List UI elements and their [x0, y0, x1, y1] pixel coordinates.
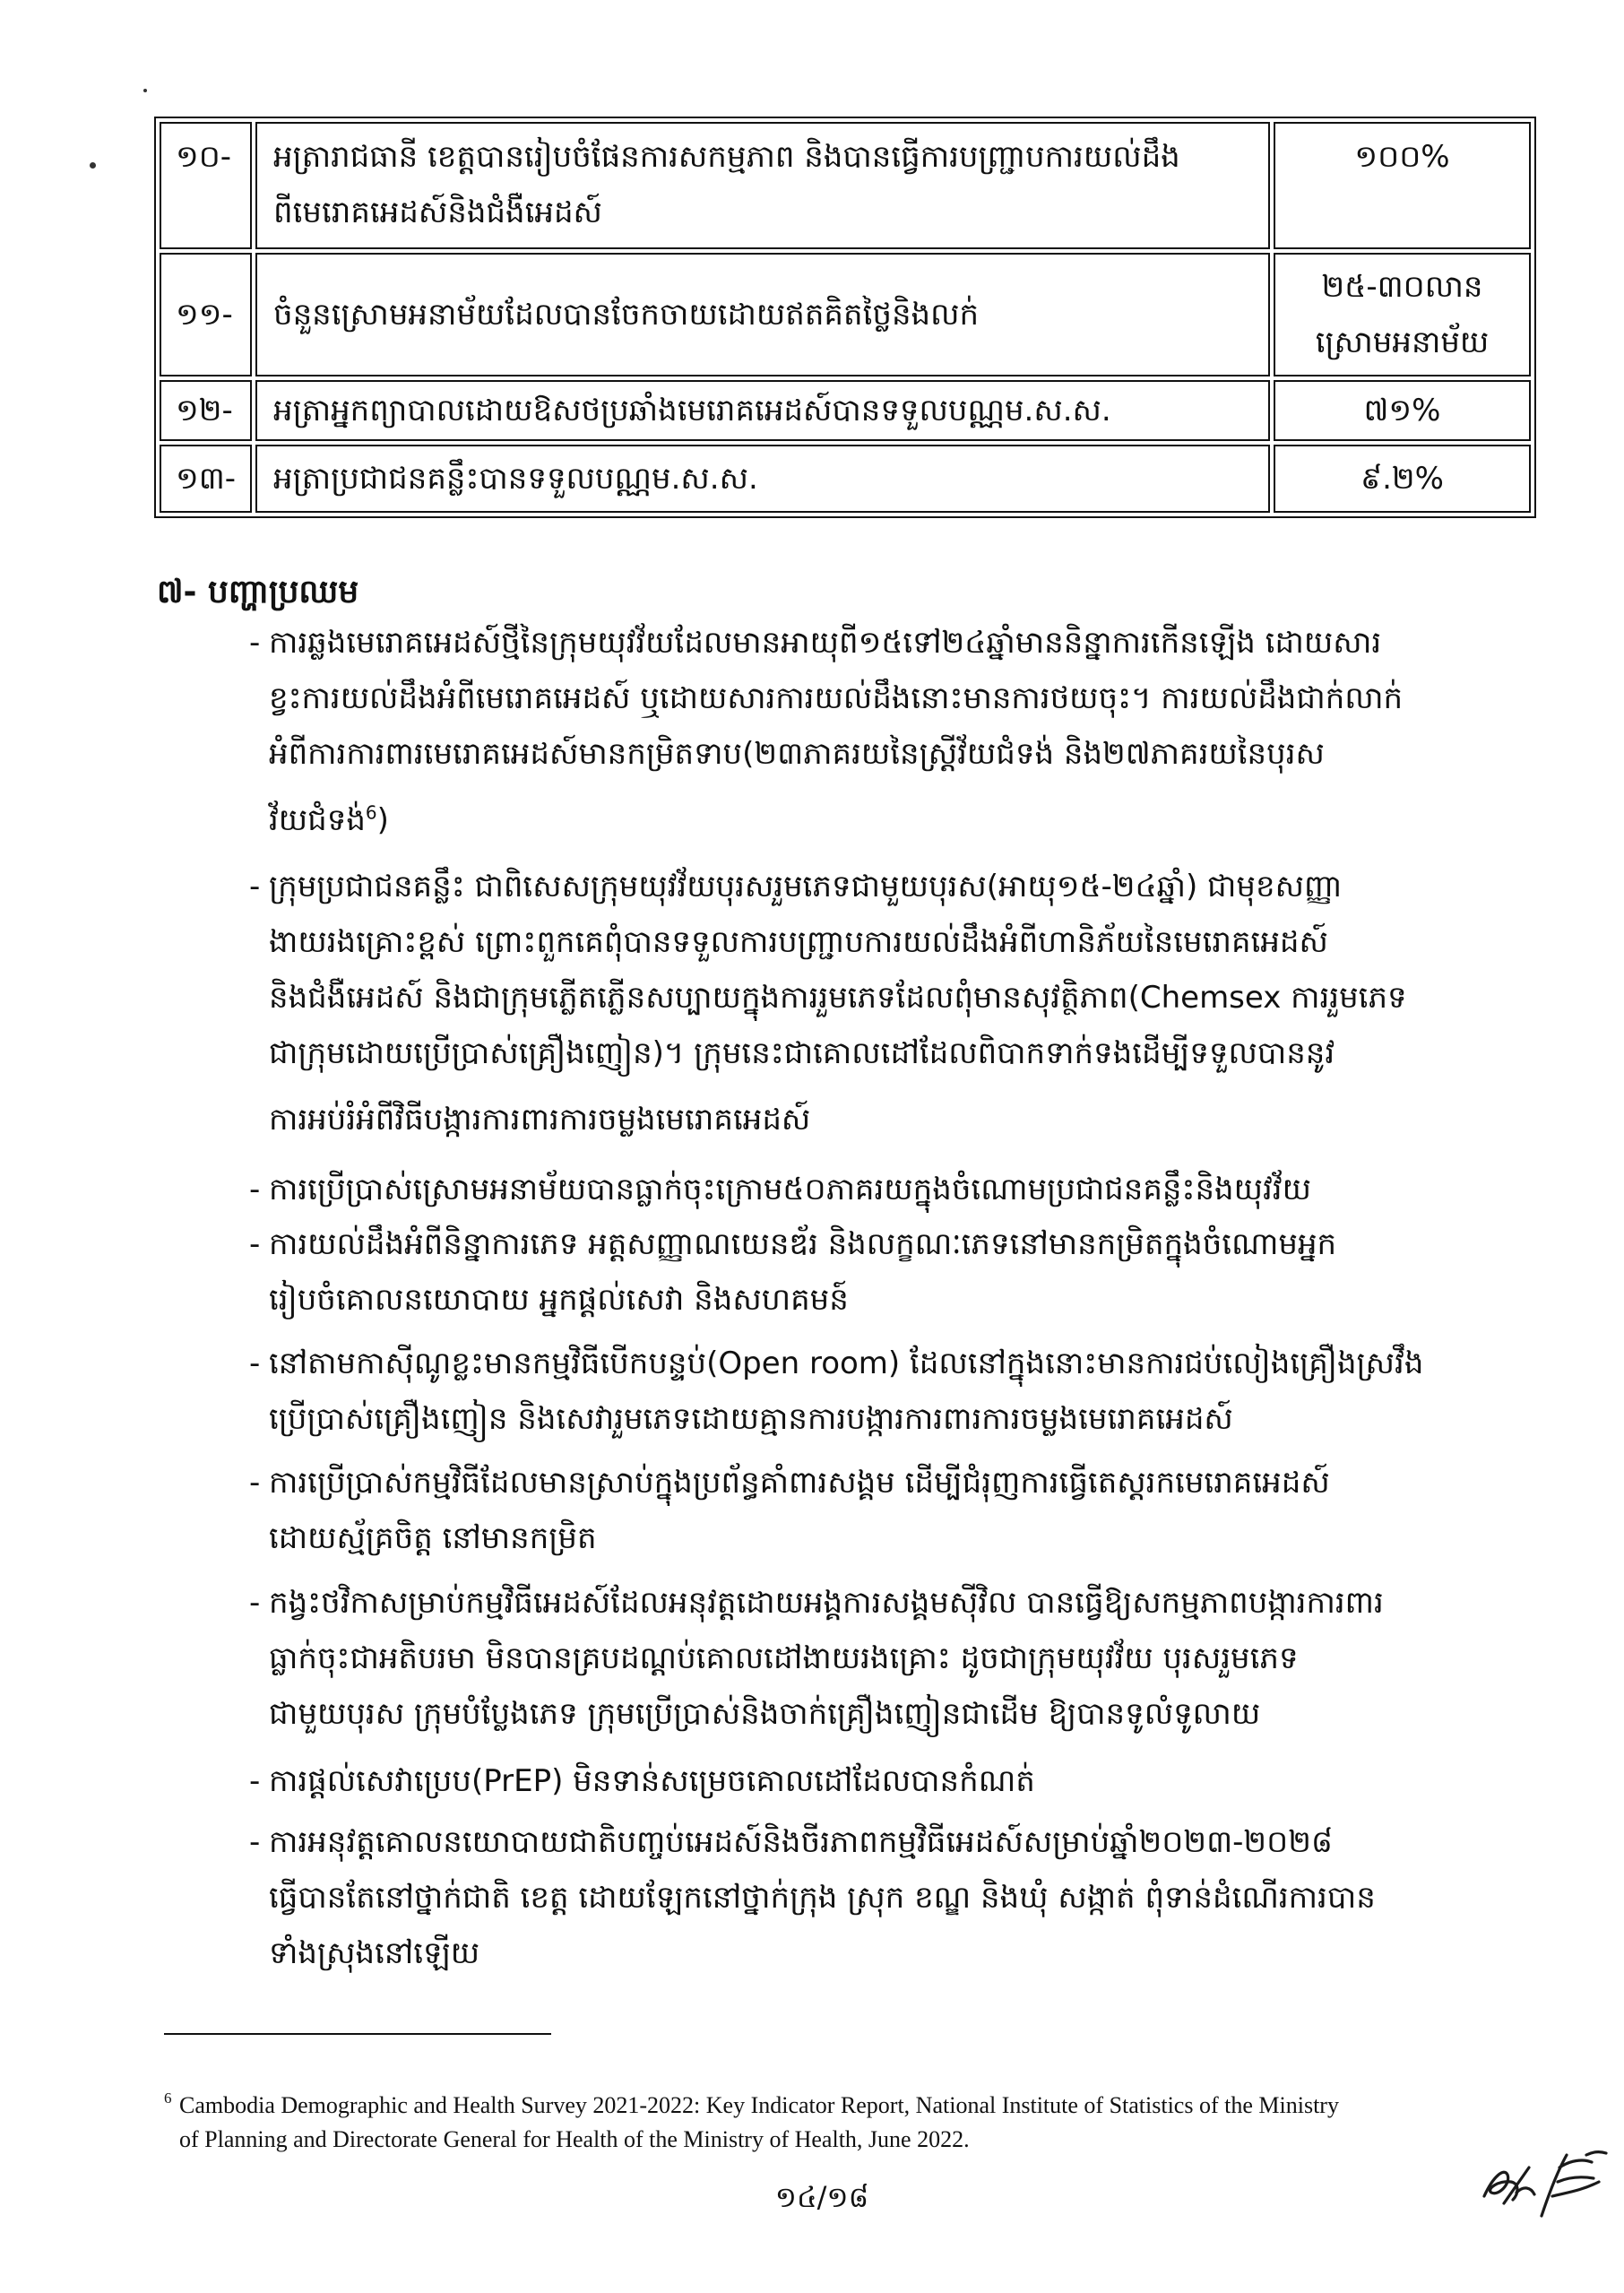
table-row: [160, 445, 1531, 513]
text-line: ការយល់ដឹងអំពីនិន្នាការភេទ អត្តសញ្ញាណយេនឌ័រ និងលក្ខណៈភេទនៅមានកម្រិតក្នុងចំណោមអ្នក: [269, 1226, 1337, 1262]
description-line: ពីមេរោគអេដស៍និងជំងឺអេដស៍: [273, 195, 602, 230]
text-line: រៀបចំគោលនយោបាយ អ្នកផ្តល់សេវា និងសហគមន៍: [269, 1282, 849, 1318]
row-value: [1274, 253, 1531, 376]
list-item: [249, 615, 1513, 848]
row-description: [255, 122, 1270, 249]
bullet-dash: -: [249, 625, 261, 661]
text-line: ការអប់រំអំពីវិធីបង្ការការពារការចម្លងមេរោគអេដស៍: [269, 1102, 811, 1138]
text-line: ការផ្តល់សេវាប្រេប(PrEP) មិនទាន់សម្រេចគោលដៅដែលបានកំណត់: [269, 1763, 1035, 1799]
scan-speck: [90, 162, 96, 169]
row-number: ១០-: [160, 122, 252, 249]
description-line: អត្រាប្រជាជនគន្លឹះបានទទួលបណ្ណម.ស.ស.: [273, 461, 758, 497]
list-item: [249, 1814, 1513, 1981]
row-description: [255, 380, 1270, 441]
bullet-dash: -: [249, 1172, 261, 1207]
row-value: [1274, 122, 1531, 249]
list-item: [249, 1162, 1513, 1217]
list-item: [249, 1455, 1513, 1566]
list-item: [249, 859, 1513, 1147]
text-line: ងាយរងគ្រោះខ្ពស់ ព្រោះពួកគេពុំបានទទួលការបញ្ជ្រាបការយល់ដឹងអំពីហានិភ័យនៃមេរោគអេដស៍: [269, 924, 1328, 960]
text-line: កង្វះថវិកាសម្រាប់កម្មវិធីអេដស៍ដែលអនុវត្តដោយអង្គការសង្គមស៊ីវិល បានធ្វើឱ្យសកម្មភាពបង្ការការពារ: [269, 1585, 1384, 1621]
table-row: [160, 122, 1531, 249]
text-line: ប្រើប្រាស់គ្រឿងញៀន និងសេវារួមភេទដោយគ្មានការបង្ការការពារការចម្លងមេរោគអេដស៍: [269, 1401, 1233, 1437]
text-line: ខ្វះការយល់ដឹងអំពីមេរោគអេដស៍ ឬដោយសារការយល់ដឹងនោះមានការថយចុះ។ ការយល់ដឹងជាក់លាក់: [269, 680, 1404, 716]
text-line: ការឆ្លងមេរោគអេដស៍ថ្មីនៃក្រុមយុវវ័យដែលមានអាយុពី១៥ទៅ២៤ឆ្នាំមាននិន្នាការកើនឡើង ដោយសារ: [269, 625, 1382, 661]
row-value: [1274, 445, 1531, 513]
text-segment: វ័យជំទង់: [269, 802, 366, 838]
row-description: [255, 253, 1270, 376]
text-segment: ): [376, 802, 389, 838]
text-line: ធ្វើបានតែនៅថ្នាក់ជាតិ ខេត្ត ដោយឡែកនៅថ្នាក់ក្រុង ស្រុក ខណ្ឌ និងឃុំ សង្កាត់ ពុំទាន់ដំណើរការបាន: [269, 1880, 1376, 1916]
description-line: អត្រារាជធានី ខេត្តបានរៀបចំផែនការសកម្មភាព និងបានធ្វើការបញ្ជ្រាបការយល់ដឹង: [273, 139, 1180, 175]
text-line: និងជំងឺអេដស៍ និងជាក្រុមភ្លើតភ្លើនសប្បាយក្នុងការរួមភេទដែលពុំមានសុវត្ថិភាព(Chemsex ការរួមភេទ: [269, 980, 1407, 1016]
table-row: [160, 380, 1531, 441]
row-value: [1274, 380, 1531, 441]
text-line: ទាំងស្រុងនៅឡើយ: [269, 1935, 480, 1971]
value-line: ៩.២%: [1361, 461, 1444, 497]
list-item: [249, 1216, 1513, 1328]
section-heading: ៧- បញ្ហាប្រឈម: [157, 574, 359, 610]
indicators-table: [154, 117, 1536, 518]
value-line: ២៥-៣០លាន: [1321, 269, 1483, 305]
text-line: អំពីការការពារមេរោគអេដស៍មានកម្រិតទាប(២៣ភាគរយនៃស្ត្រីវ័យជំទង់ និង២៧ភាគរយនៃបុរស: [269, 736, 1325, 772]
table-row: [160, 253, 1531, 376]
text-line: ធ្លាក់ចុះជាអតិបរមា មិនបានគ្របដណ្តប់គោលដៅងាយរងគ្រោះ ដូចជាក្រុមយុវវ័យ បុរសរួមភេទ: [269, 1640, 1299, 1676]
bullet-dash: -: [249, 869, 261, 904]
bullet-dash: -: [249, 1763, 261, 1799]
bullet-dash: -: [249, 1226, 261, 1262]
footnote-marker: 6: [164, 2090, 172, 2107]
text-line: ការប្រើប្រាស់កម្មវិធីដែលមានស្រាប់ក្នុងប្រព័ន្ធគាំពារសង្គម ដើម្បីជំរុញការធ្វើតេស្តរកមេរោគអេដស៍: [269, 1465, 1330, 1501]
value-line: ៧១%: [1363, 393, 1441, 428]
list-item: [249, 1753, 1513, 1809]
scan-speck: [143, 89, 147, 92]
footnote-separator: [164, 2033, 551, 2035]
text-line: ការអនុវត្តគោលនយោបាយជាតិបញ្ចប់អេដស៍និងចីរភាពកម្មវិធីអេដស៍សម្រាប់ឆ្នាំ២០២៣-២០២៨: [269, 1824, 1333, 1860]
description-line: អត្រាអ្នកព្យាបាលដោយឱសថប្រឆាំងមេរោគអេដស៍បានទទួលបណ្ណម.ស.ស.: [273, 393, 1111, 428]
row-number: ១៣-: [160, 445, 252, 513]
text-line: ជាមួយបុរស ក្រុមបំប្លែងភេទ ក្រុមប្រើប្រាស់និងចាក់គ្រឿងញៀនជាដើម ឱ្យបានទូលំទូលាយ: [269, 1696, 1261, 1732]
description-line: ចំនួនស្រោមអនាម័យដែលបានចែកចាយដោយឥតគិតថ្លៃនិងលក់: [273, 297, 980, 333]
row-number: ១២-: [160, 380, 252, 441]
footnote-reference: 6: [365, 801, 377, 824]
bullet-dash: -: [249, 1465, 261, 1501]
page-number: ១៤/១៨: [774, 2180, 869, 2214]
bullet-dash: -: [249, 1824, 261, 1860]
value-line: ១០០%: [1354, 139, 1450, 175]
text-line: នៅតាមកាស៊ីណូខ្លះមានកម្មវិធីបើកបន្ទប់(Open room) ដែលនៅក្នុងនោះមានការជប់លៀងគ្រឿងស្រវឹង: [269, 1346, 1424, 1381]
text-line: ជាក្រុមដោយប្រើប្រាស់គ្រឿងញៀន)។ ក្រុមនេះជាគោលដៅដែលពិបាកទាក់ទងដើម្បីទទួលបាននូវ: [269, 1035, 1335, 1071]
text-line: ក្រុមប្រជាជនគន្លឹះ ជាពិសេសក្រុមយុវវ័យបុរសរួមភេទជាមួយបុរស(អាយុ១៥-២៤ឆ្នាំ) ជាមុខសញ្ញា: [269, 869, 1343, 904]
text-line: ដោយស្ម័គ្រចិត្ត នៅមានកម្រិត: [269, 1520, 597, 1556]
value-line: ស្រោមអនាម័យ: [1315, 324, 1490, 360]
list-item: [249, 1336, 1513, 1447]
signature: [1477, 2141, 1611, 2223]
bullet-dash: -: [249, 1346, 261, 1381]
footnote: [164, 2089, 1562, 2157]
footnote-line: Cambodia Demographic and Health Survey 2021-2022: Key Indicator Report, National Institute of Statistics of the Ministry: [179, 2092, 1339, 2118]
list-item: [249, 1575, 1513, 1742]
row-number: ១១-: [160, 253, 252, 376]
text-line: [249, 792, 1513, 848]
text-line: ការប្រើប្រាស់ស្រោមអនាម័យបានធ្លាក់ចុះក្រោម៥០ភាគរយក្នុងចំណោមប្រជាជនគន្លឹះនិងយុវវ័យ: [269, 1172, 1311, 1207]
bullet-dash: -: [249, 1585, 261, 1621]
row-description: [255, 445, 1270, 513]
footnote-line: of Planning and Directorate General for Health of the Ministry of Health, June 2022.: [179, 2126, 970, 2152]
